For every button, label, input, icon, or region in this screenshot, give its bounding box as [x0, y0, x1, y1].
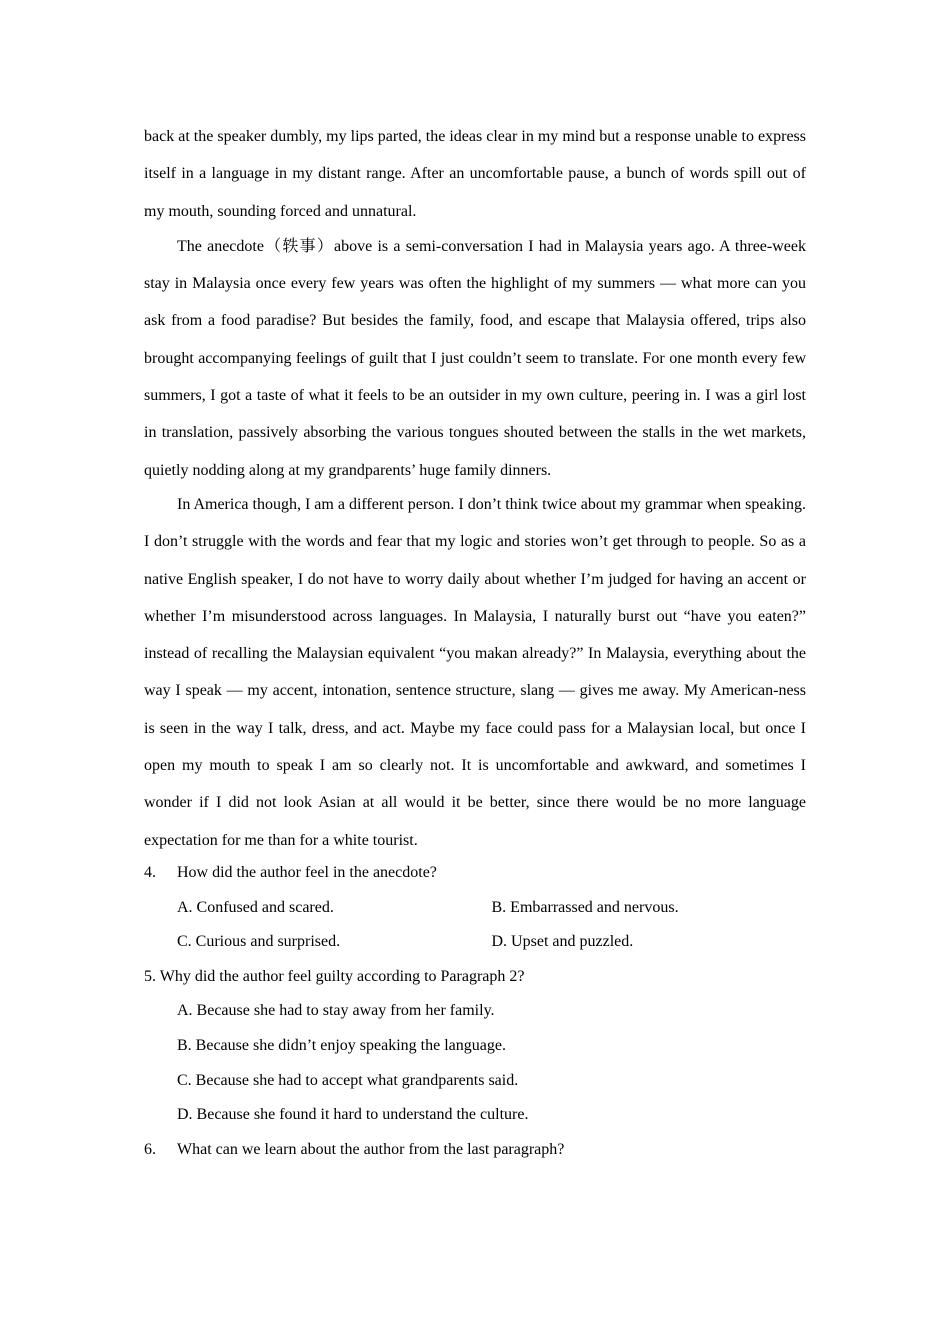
question-4-number: 4. [144, 863, 156, 881]
passage-paragraph-1: back at the speaker dumbly, my lips parted, the ideas clear in my mind but a response unable to express itself in a language in my distant range. After an uncomfortable pause, a bunch of words spill out of my mouth, sounding forced and unnatural. [144, 128, 806, 220]
passage-paragraph-3: In America though, I am a different person. I don’t think twice about my grammar when speaking. I don’t struggle with the words and fear that my logic and stories won’t get through to people. So as a native English speaker, I do not have to worry daily about whether I’m judged for having an accent or whether I’m misunderstood across languages. In Malaysia, I naturally burst out “have you eaten?” instead of recalling the Malaysian equivalent “you makan already?” In Malaysia, everything about the way I speak — my accent, intonation, sentence structure, slang — gives me away. My American-ness is seen in the way I talk, dress, and act. Maybe my face could pass for a Malaysian local, but once I open my mouth to speak I am so clearly not. It is uncomfortable and awkward, and sometimes I wonder if I did not look Asian at all would it be better, since there would be no more language expectation for me than for a white tourist. [144, 495, 807, 849]
question-4-option-b: B. Embarrassed and nervous. [491, 898, 679, 916]
question-6-text: What can we learn about the author from the last paragraph? [177, 1140, 565, 1158]
document-page [144, 118, 806, 1167]
question-4-option-a: A. Confused and scared. [177, 898, 334, 916]
question-5-option-d: D. Because she found it hard to understand the culture. [177, 1106, 529, 1124]
passage-paragraph-2: The anecdote（轶事）above is a semi-conversation I had in Malaysia years ago. A three-week stay in Malaysia once every few years was often the highlight of my summers — what more can you ask from a food paradise? But besides the family, food, and escape that Malaysia offered, trips also brought accompanying feelings of guilt that I just couldn’t seem to translate. For one month every few summers, I got a taste of what it feels to be an outsider in my own culture, peering in. I was a girl lost in translation, passively absorbing the various tongues shouted between the stalls in the wet markets, quietly nodding along at my grandparents’ huge family dinners. [144, 237, 806, 479]
question-5-option-b: B. Because she didn’t enjoy speaking the language. [177, 1036, 506, 1054]
question-5 [144, 960, 806, 1133]
question-5-option-c: C. Because she had to accept what grandparents said. [177, 1071, 519, 1089]
question-5-text: 5. Why did the author feel guilty according to Paragraph 2? [144, 967, 525, 985]
question-5-option-a: A. Because she had to stay away from her family. [177, 1002, 495, 1020]
question-4-text: How did the author feel in the anecdote? [177, 863, 437, 881]
question-6-number: 6. [144, 1140, 156, 1158]
question-4 [144, 856, 806, 960]
question-4-option-d: D. Upset and puzzled. [491, 933, 634, 951]
question-4-option-c: C. Curious and surprised. [177, 933, 341, 951]
question-6 [144, 1133, 806, 1168]
